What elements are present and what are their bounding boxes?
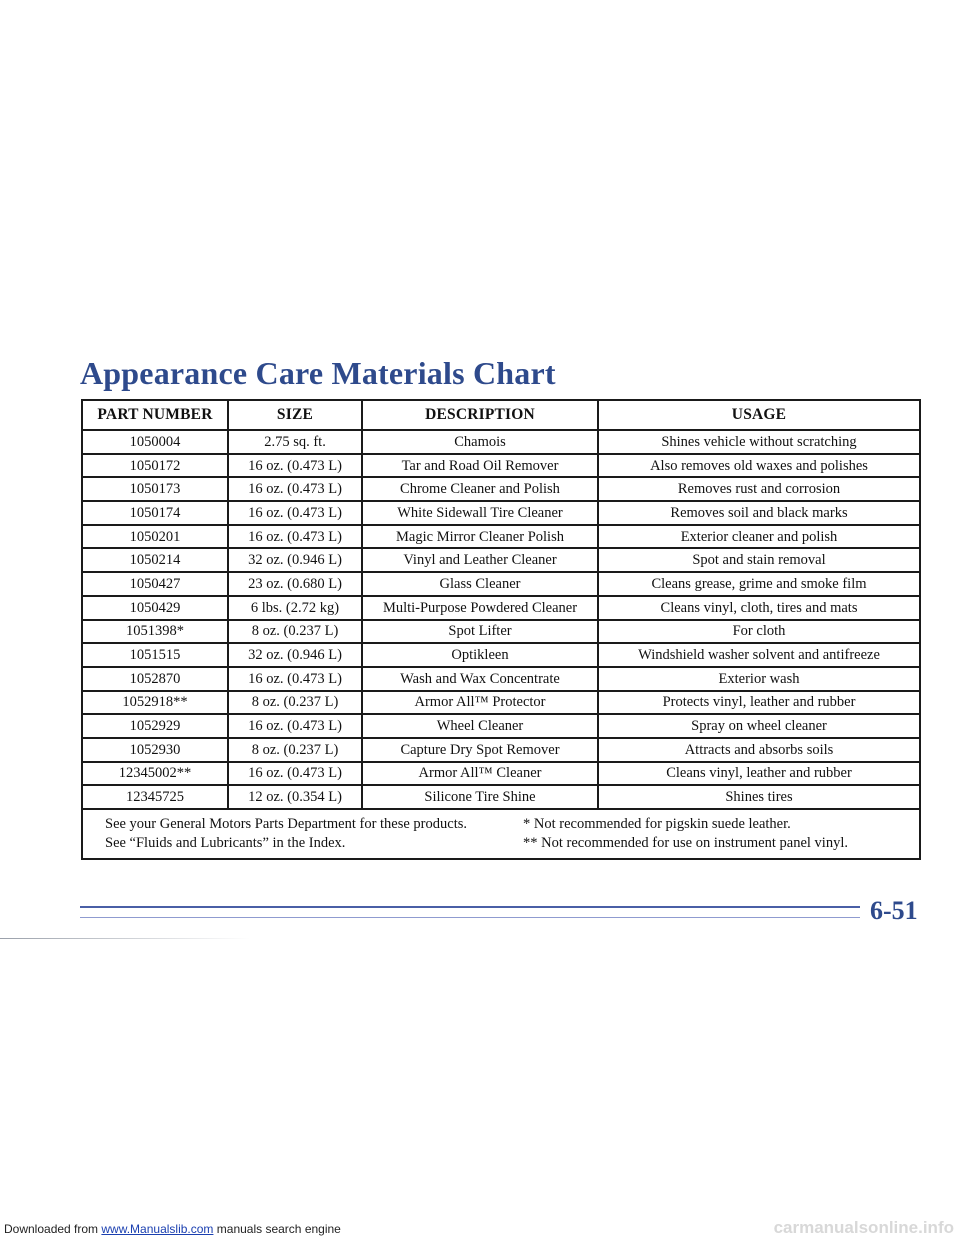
cell-size: 16 oz. (0.473 L): [228, 454, 362, 478]
cell-usage: For cloth: [598, 620, 920, 644]
cell-size: 16 oz. (0.473 L): [228, 501, 362, 525]
cell-usage: Spray on wheel cleaner: [598, 714, 920, 738]
table-row: [82, 548, 920, 572]
cell-usage: Cleans vinyl, leather and rubber: [598, 762, 920, 786]
column-header-part-number: PART NUMBER: [82, 400, 228, 430]
footnote-line-2: [105, 834, 897, 853]
cell-part-number: 1050174: [82, 501, 228, 525]
column-header-description: DESCRIPTION: [362, 400, 598, 430]
cell-usage: Also removes old waxes and polishes: [598, 454, 920, 478]
cell-size: 16 oz. (0.473 L): [228, 667, 362, 691]
table-row: [82, 430, 920, 454]
cell-size: 2.75 sq. ft.: [228, 430, 362, 454]
page-edge-divider: [0, 938, 250, 939]
cell-usage: Shines vehicle without scratching: [598, 430, 920, 454]
cell-part-number: 1052930: [82, 738, 228, 762]
table-header-row: [82, 400, 920, 430]
manualslib-link[interactable]: www.Manualslib.com: [101, 1222, 214, 1236]
table-row: [82, 620, 920, 644]
cell-description: Spot Lifter: [362, 620, 598, 644]
cell-usage: Removes rust and corrosion: [598, 477, 920, 501]
page-number: 6-51: [870, 896, 918, 925]
cell-size: 8 oz. (0.237 L): [228, 691, 362, 715]
cell-part-number: 1052870: [82, 667, 228, 691]
cell-usage: Removes soil and black marks: [598, 501, 920, 525]
column-header-usage: USAGE: [598, 400, 920, 430]
cell-size: 16 oz. (0.473 L): [228, 525, 362, 549]
footnote-single-asterisk: * Not recommended for pigskin suede leather.: [523, 816, 791, 832]
footnote-row: [82, 809, 920, 859]
cell-part-number: 1050429: [82, 596, 228, 620]
cell-size: 16 oz. (0.473 L): [228, 762, 362, 786]
cell-description: White Sidewall Tire Cleaner: [362, 501, 598, 525]
cell-description: Wheel Cleaner: [362, 714, 598, 738]
table-row: [82, 762, 920, 786]
cell-usage: Windshield washer solvent and antifreeze: [598, 643, 920, 667]
footnote-double-asterisk: ** Not recommended for use on instrument panel vinyl.: [523, 835, 848, 851]
cell-part-number: 12345725: [82, 785, 228, 809]
cell-usage: Shines tires: [598, 785, 920, 809]
cell-usage: Spot and stain removal: [598, 548, 920, 572]
cell-part-number: 1050173: [82, 477, 228, 501]
table-row: [82, 501, 920, 525]
table-row: [82, 477, 920, 501]
cell-usage: Exterior wash: [598, 667, 920, 691]
cell-description: Magic Mirror Cleaner Polish: [362, 525, 598, 549]
cell-description: Optikleen: [362, 643, 598, 667]
footnote-line-1: [105, 815, 897, 834]
cell-part-number: 1050427: [82, 572, 228, 596]
cell-size: 8 oz. (0.237 L): [228, 620, 362, 644]
cell-description: Vinyl and Leather Cleaner: [362, 548, 598, 572]
footnote-parts-department: See your General Motors Parts Department for these products.: [105, 816, 467, 832]
table-row: [82, 667, 920, 691]
footer-rule-thin: [80, 917, 860, 918]
cell-usage: Cleans grease, grime and smoke film: [598, 572, 920, 596]
table-row: [82, 714, 920, 738]
cell-part-number: 1050214: [82, 548, 228, 572]
table-row: [82, 596, 920, 620]
cell-description: Tar and Road Oil Remover: [362, 454, 598, 478]
table-row: [82, 572, 920, 596]
cell-description: Armor All™ Cleaner: [362, 762, 598, 786]
cell-description: Capture Dry Spot Remover: [362, 738, 598, 762]
cell-usage: Protects vinyl, leather and rubber: [598, 691, 920, 715]
materials-chart-table: [81, 399, 921, 860]
footer-rule: [80, 906, 860, 908]
cell-description: Chamois: [362, 430, 598, 454]
table-row: [82, 643, 920, 667]
cell-part-number: 1050004: [82, 430, 228, 454]
cell-size: 32 oz. (0.946 L): [228, 548, 362, 572]
table-row: [82, 738, 920, 762]
cell-part-number: 1052929: [82, 714, 228, 738]
cell-size: 12 oz. (0.354 L): [228, 785, 362, 809]
download-suffix: manuals search engine: [213, 1222, 341, 1236]
cell-part-number: 1052918**: [82, 691, 228, 715]
cell-size: 8 oz. (0.237 L): [228, 738, 362, 762]
cell-size: 6 lbs. (2.72 kg): [228, 596, 362, 620]
download-prefix: Downloaded from: [4, 1222, 102, 1236]
cell-part-number: 1051515: [82, 643, 228, 667]
cell-size: 16 oz. (0.473 L): [228, 714, 362, 738]
cell-description: Glass Cleaner: [362, 572, 598, 596]
cell-part-number: 1051398*: [82, 620, 228, 644]
cell-usage: Cleans vinyl, cloth, tires and mats: [598, 596, 920, 620]
column-header-size: SIZE: [228, 400, 362, 430]
table-row: [82, 785, 920, 809]
cell-usage: Attracts and absorbs soils: [598, 738, 920, 762]
cell-usage: Exterior cleaner and polish: [598, 525, 920, 549]
cell-description: Multi-Purpose Powdered Cleaner: [362, 596, 598, 620]
cell-size: 23 oz. (0.680 L): [228, 572, 362, 596]
footnote-cell: [82, 809, 920, 859]
table-row: [82, 691, 920, 715]
table-row: [82, 525, 920, 549]
cell-part-number: 1050172: [82, 454, 228, 478]
footnote-fluids-lubricants: See “Fluids and Lubricants” in the Index.: [105, 835, 346, 851]
cell-part-number: 1050201: [82, 525, 228, 549]
cell-description: Armor All™ Protector: [362, 691, 598, 715]
cell-size: 16 oz. (0.473 L): [228, 477, 362, 501]
cell-description: Silicone Tire Shine: [362, 785, 598, 809]
cell-part-number: 12345002**: [82, 762, 228, 786]
table-row: [82, 454, 920, 478]
download-footer: [4, 1222, 341, 1236]
cell-description: Chrome Cleaner and Polish: [362, 477, 598, 501]
cell-size: 32 oz. (0.946 L): [228, 643, 362, 667]
cell-description: Wash and Wax Concentrate: [362, 667, 598, 691]
page-title: Appearance Care Materials Chart: [80, 355, 556, 391]
watermark: carmanualsonline.info: [773, 1218, 954, 1237]
